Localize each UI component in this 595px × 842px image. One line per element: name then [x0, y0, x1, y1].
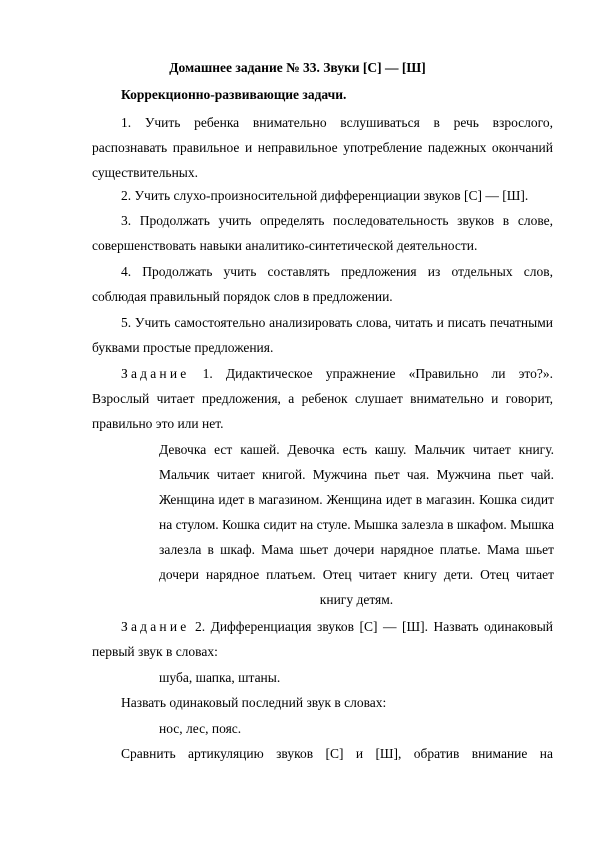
task-1: 1. Учить ребенка внимательно вслушиваться в речь взрослого, распознавать правильное и неправильное употребление падежных окончаний существительных. — [92, 115, 553, 180]
document-title: Домашнее задание № 33. Звуки [С] — [Ш] — [169, 60, 426, 75]
exercise-1-examples: Девочка ест кашей. Девочка есть кашу. Мальчик читает книгу. Мальчик читает книгой. Мужчина пьет чая. Мужчина пьет чай. Женщина идет в магазином. Женщина идет в магазин. Кошка сидит на стулом. Кошка сидит на стуле. Мышка залезла в шкафом. Мышка залезла в шкаф. Мама шьет дочери нарядное платье. Мама шьет дочери нарядное платьем. Отец читает книгу дети. Отец читает книгу детям. — [159, 442, 554, 607]
exercise-1-paragraph — [92, 361, 553, 436]
exercise-1-text: 1. Дидактическое упражнение «Правильно ли это?». Взрослый читает предложения, а ребенок слушает внимательно и говорит, правильно это или нет. — [92, 366, 553, 431]
exercise-2-paragraph — [92, 614, 553, 664]
exercise-1-label: Задание — [121, 366, 190, 381]
exercise-2-compare: Сравнить артикуляцию звуков [С] и [Ш], обратив внимание на — [121, 746, 553, 761]
exercise-2-prompt-last: Назвать одинаковый последний звук в словах: — [121, 695, 387, 710]
task-4: 4. Продолжать учить составлять предложения из отдельных слов, соблюдая правильный порядок слов в предложении. — [92, 264, 553, 304]
exercise-2-words-last: нос, лес, пояс. — [159, 721, 242, 736]
task-2: 2. Учить слухо-произносительной дифференциации звуков [С] — [Ш]. — [121, 188, 529, 203]
section-subtitle: Коррекционно-развивающие задачи. — [121, 87, 347, 102]
exercise-2-label: Задание — [121, 619, 190, 634]
exercise-2-text: 2. Дифференциация звуков [С] — [Ш]. Назвать одинаковый первый звук в словах: — [92, 619, 553, 659]
exercise-2-words-first: шуба, шапка, штаны. — [159, 670, 281, 685]
task-5: 5. Учить самостоятельно анализировать слова, читать и писать печатными буквами простые предложения. — [92, 315, 553, 355]
task-3: 3. Продолжать учить определять последовательность звуков в слове, совершенствовать навыки аналитико-синтетической деятельности. — [92, 213, 553, 253]
